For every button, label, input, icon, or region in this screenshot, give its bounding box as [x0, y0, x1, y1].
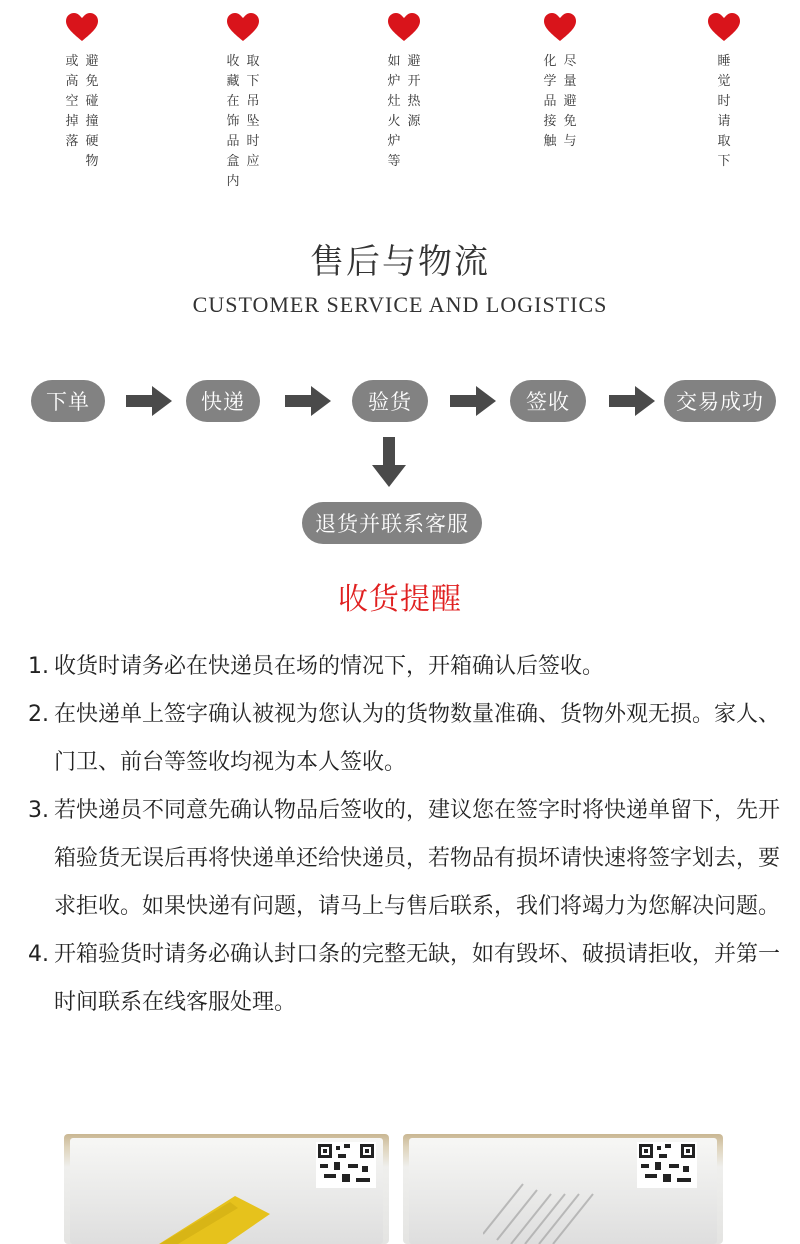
arrow-right-icon — [285, 386, 331, 416]
package-photo-sealed — [64, 1134, 389, 1244]
rule-number: 3. — [28, 798, 49, 823]
care-tip-text: 取下吊坠时应 — [246, 54, 260, 169]
rule-text: 开箱验货时请务必确认封口条的完整无缺，如有毁坏、破损请拒收，并第一时间联系在线客服处理。 — [54, 942, 781, 1015]
qr-code-icon — [635, 1140, 699, 1190]
care-tip-text: 睡觉时请取下 — [717, 54, 731, 169]
step-inspect: 验货 — [352, 380, 428, 422]
heart-icon — [65, 12, 99, 42]
step-return-contact: 退货并联系客服 — [302, 502, 482, 544]
section-subtitle: CUSTOMER SERVICE AND LOGISTICS — [192, 292, 608, 317]
rule-item — [28, 931, 788, 1027]
arrow-down-icon — [372, 437, 406, 487]
package-photo-void-seal — [403, 1134, 723, 1244]
notice-title: 收货提醒 — [338, 582, 462, 617]
heart-icon — [387, 12, 421, 42]
arrow-right-icon — [126, 386, 172, 416]
rule-text: 若快递员不同意先确认物品后签收的，建议您在签字时将快递单留下，先开箱验货无误后再将快递单还给快递员，若物品有损坏请快速将签字划去，要求拒收。如果快递有问题，请马上与售后联系，我们将竭力为您解决问题。 — [54, 798, 781, 919]
step-order: 下单 — [31, 380, 105, 422]
heart-icon — [226, 12, 260, 42]
section-title: 售后与物流 — [310, 242, 490, 282]
rule-text: 在快递单上签字确认被视为您认为的货物数量准确、货物外观无损。家人、门卫、前台等签收均视为本人签收。 — [54, 702, 781, 775]
care-tip-text: 化学品接触 — [543, 54, 557, 149]
heart-icon — [543, 12, 577, 42]
rule-number: 1. — [28, 654, 49, 679]
arrow-right-icon — [450, 386, 496, 416]
seal-sticker — [120, 1186, 270, 1244]
void-seal-pattern — [483, 1174, 623, 1244]
care-tip-text: 或高空掉落 — [65, 54, 79, 149]
qr-code-icon — [314, 1140, 378, 1190]
heart-icon — [707, 12, 741, 42]
step-complete: 交易成功 — [664, 380, 776, 422]
rule-number: 4. — [28, 942, 49, 967]
step-sign: 签收 — [510, 380, 586, 422]
rule-item — [28, 643, 788, 691]
step-express: 快递 — [186, 380, 260, 422]
notice-rules — [28, 643, 788, 1027]
rule-item — [28, 787, 788, 931]
care-tip-text: 避免碰撞硬物 — [85, 54, 99, 169]
rule-number: 2. — [28, 702, 49, 727]
care-tip-text: 避开热源 — [407, 54, 421, 129]
care-tip-text: 如炉灶火炉等 — [387, 54, 401, 169]
rule-item — [28, 691, 788, 787]
care-tip-text: 收藏在饰品盒内 — [226, 54, 240, 189]
arrow-right-icon — [609, 386, 655, 416]
care-tip-text: 尽量避免与 — [563, 54, 577, 149]
rule-text: 收货时请务必在快递员在场的情况下，开箱确认后签收。 — [54, 654, 605, 679]
